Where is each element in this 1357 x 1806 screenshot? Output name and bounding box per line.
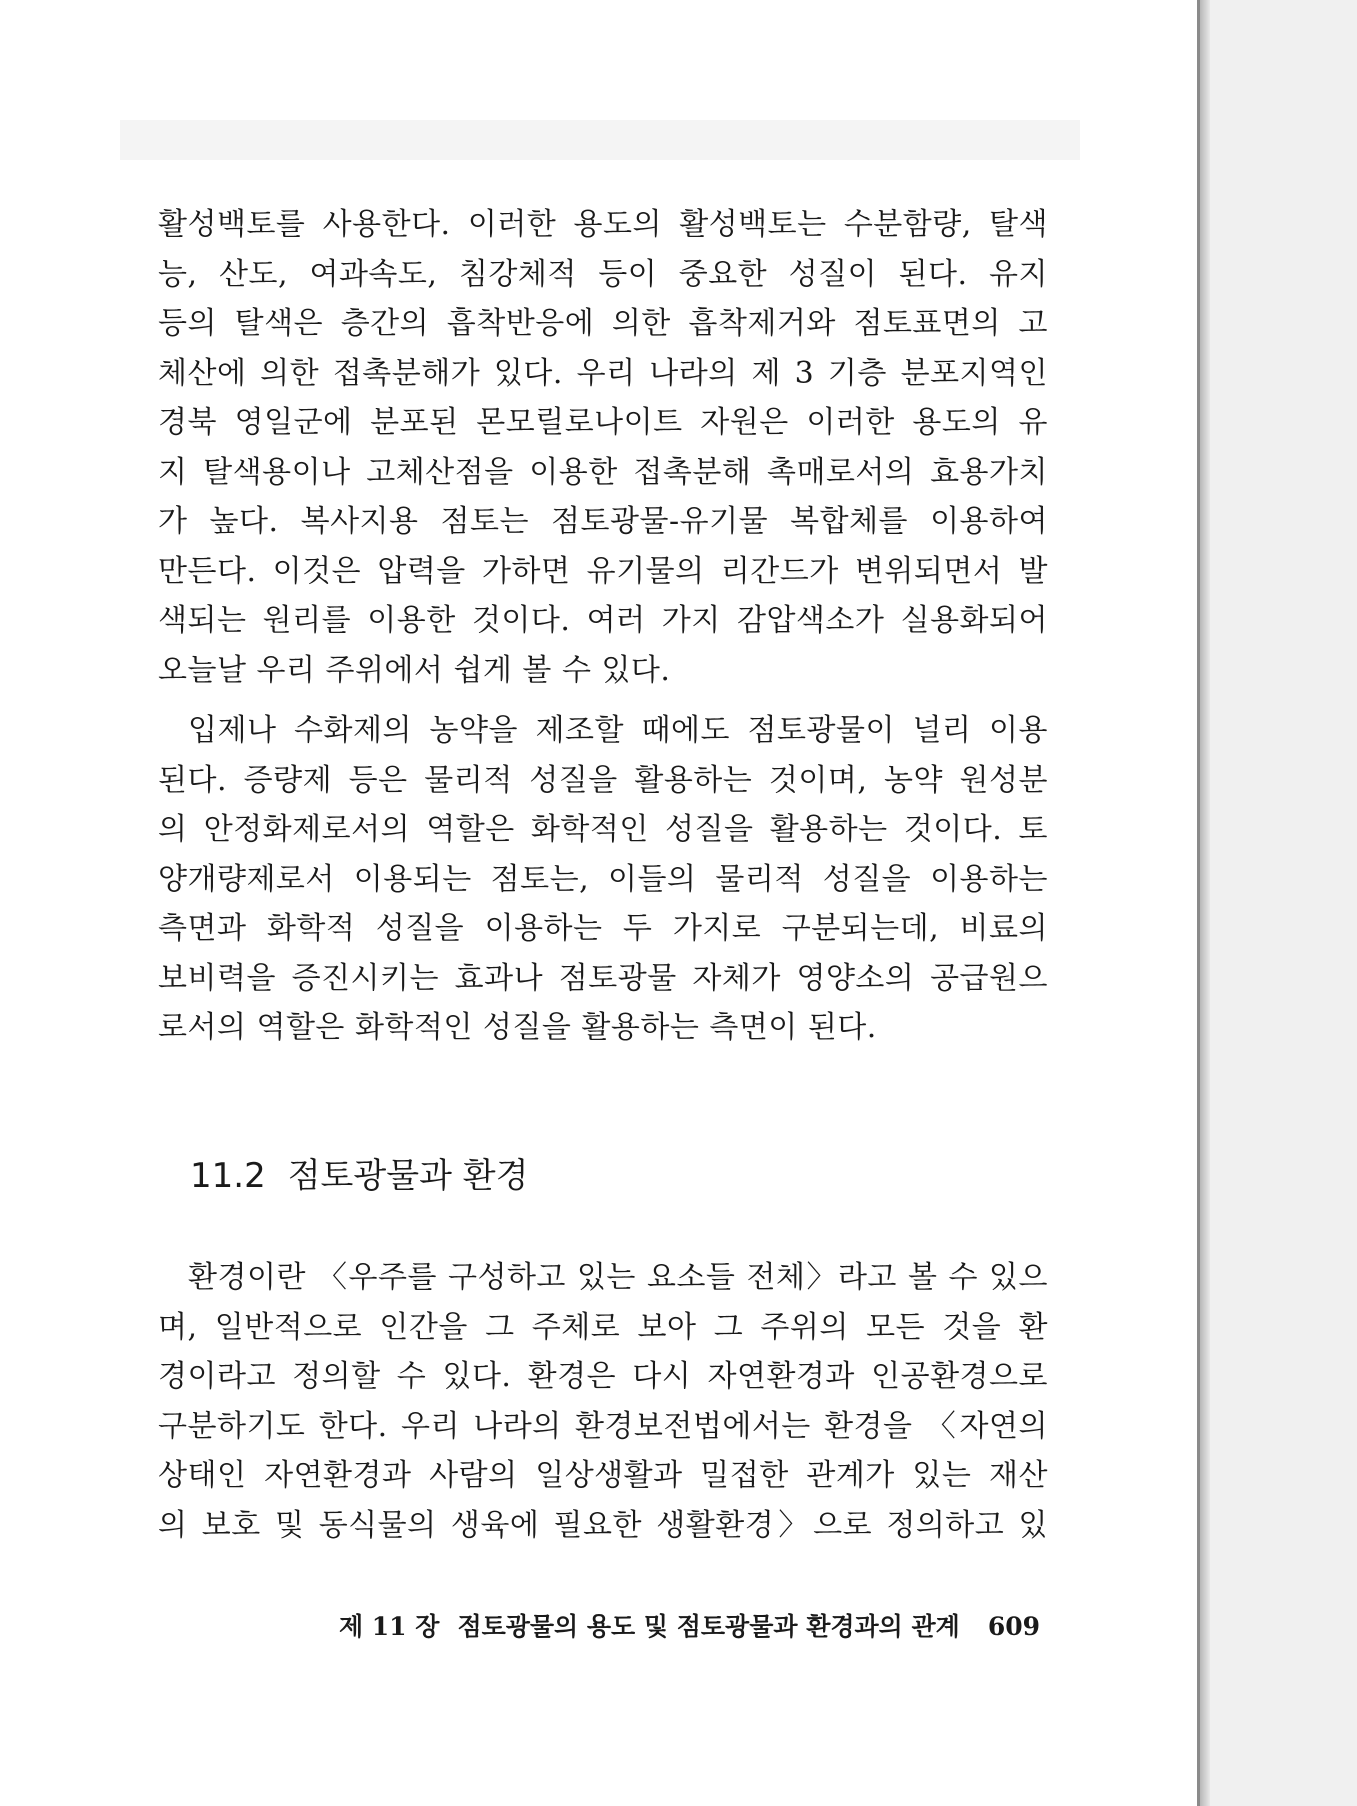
text-line: 경이라고 정의할 수 있다. 환경은 다시 자연환경과 인공환경으로 (158, 1359, 1048, 1394)
text-line: 양개량제로서 이용되는 점토는, 이들의 물리적 성질을 이용하는 (158, 861, 1048, 897)
paragraph-pesticide-soil (158, 706, 1048, 1053)
text-line: 보비력을 증진시키는 효과나 점토광물 자체가 영양소의 공급원으 (158, 960, 1048, 996)
text-line: 된다. 증량제 등은 물리적 성질을 활용하는 것이며, 농약 원성분 (158, 762, 1048, 798)
section-heading (190, 1148, 528, 1197)
text-line: 가 높다. 복사지용 점토는 점토광물-유기물 복합체를 이용하여 (158, 504, 1048, 539)
section-number: 11.2 (190, 1156, 266, 1196)
footer-title: 점토광물의 용도 및 점토광물과 환경과의 관계 (457, 1612, 960, 1641)
text-line: 색되는 원리를 이용한 것이다. 여러 가지 감압색소가 실용화되어 (158, 603, 1048, 638)
section-title: 점토광물과 환경 (287, 1156, 529, 1196)
text-line: 지 탈색용이나 고체산점을 이용한 접촉분해 촉매로서의 효용가치 (158, 454, 1048, 490)
running-footer (320, 1607, 1040, 1643)
text-line: 등의 탈색은 층간의 흡착반응에 의한 흡착제거와 점토표면의 고 (158, 306, 1048, 341)
text-line: 오늘날 우리 주위에서 쉽게 볼 수 있다. (158, 652, 671, 688)
page-number: 609 (987, 1612, 1040, 1641)
text-line: 만든다. 이것은 압력을 가하면 유기물의 리간드가 변위되면서 발 (158, 553, 1048, 589)
paragraph-activated-clay (158, 200, 1048, 695)
text-line: 활성백토를 사용한다. 이러한 용도의 활성백토는 수분함량, 탈색 (158, 207, 1048, 242)
text-line: 측면과 화학적 성질을 이용하는 두 가지로 구분되는데, 비료의 (158, 911, 1048, 946)
footer-chapter: 제 11 장 (338, 1612, 440, 1641)
text-line: 입제나 수화제의 농약을 제조할 때에도 점토광물이 널리 이용 (188, 713, 1048, 748)
text-line: 상태인 자연환경과 사람의 일상생활과 밀접한 관계가 있는 재산 (158, 1458, 1048, 1493)
text-line: 체산에 의한 접촉분해가 있다. 우리 나라의 제 3 기층 분포지역인 (158, 355, 1048, 391)
text-line: 환경이란 〈우주를 구성하고 있는 요소들 전체〉라고 볼 수 있으 (188, 1260, 1048, 1295)
paragraph-environment (158, 1253, 1048, 1550)
text-line: 로서의 역할은 화학적인 성질을 활용하는 측면이 된다. (158, 1010, 877, 1045)
text-line: 며, 일반적으로 인간을 그 주체로 보아 그 주위의 모든 것을 환 (158, 1309, 1048, 1345)
text-line: 의 안정화제로서의 역할은 화학적인 성질을 활용하는 것이다. 토 (158, 812, 1048, 847)
text-line: 구분하기도 한다. 우리 나라의 환경보전법에서는 환경을 〈자연의 (158, 1408, 1048, 1444)
scan-shading (120, 120, 1080, 160)
page-edge-shadow (1200, 0, 1210, 1806)
text-line: 경북 영일군에 분포된 몬모릴로나이트 자원은 이러한 용도의 유 (158, 405, 1048, 440)
text-line: 의 보호 및 동식물의 생육에 필요한 생활환경〉으로 정의하고 있 (158, 1507, 1048, 1543)
text-line: 능, 산도, 여과속도, 침강체적 등이 중요한 성질이 된다. 유지 (158, 256, 1048, 292)
